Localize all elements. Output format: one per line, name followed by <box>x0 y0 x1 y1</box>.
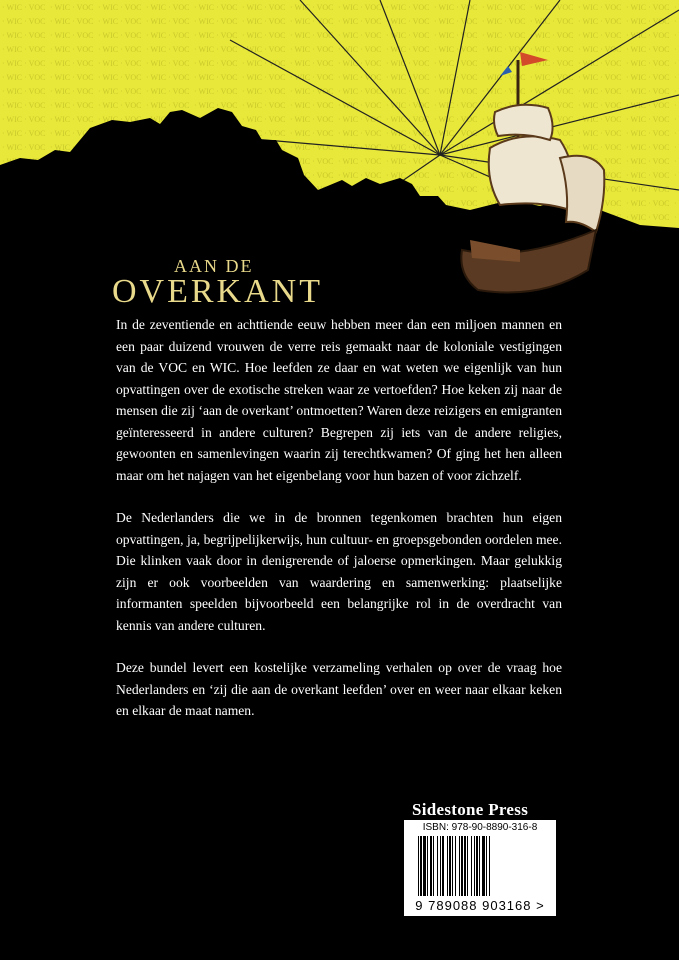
barcode-digits: 9 789088 903168 > <box>415 898 545 913</box>
publisher-name: Sidestone Press <box>412 800 529 819</box>
title-small: AAN DE <box>174 256 254 276</box>
blurb-paragraph: De Nederlanders die we in de bronnen tegenkomen brachten hun eigen opvattingen, ja, begrijpelijkerwijs, hun cultuur- en groepsgebonden oordelen mee. Die klinken vaak door in denigrerende of jaloerse opmerkingen. Maar gelukkig zijn er ook voorbeelden van waardering en samenwerking: plaatselijke informanten speelden bijvoorbeeld een belangrijke rol in de overdracht van kennis van andere culturen. <box>116 510 562 633</box>
barcode-icon <box>404 836 556 898</box>
cover-artwork <box>0 0 679 300</box>
blurb-paragraph: In de zeventiende en achttiende eeuw hebben meer dan een miljoen mannen en een paar duizend vrouwen de verre reis gemaakt naar de koloniale vestigingen van de VOC en WIC. Hoe leefden ze daar en wat weten we eigenlijk van hun opvattingen over de exotische streken waar ze vertoefden? Hoe keken zij naar de mensen die zij ‘aan de overkant’ ontmoetten? Waren deze reizigers en emigranten geïnteresseerd in andere culturen? Begrepen zij iets van de andere religies, gewoonten en samenlevingen waarin zij terechtkwamen? Of ging het hen alleen maar om het najagen van het eigenbelang voor hun bazen of voor zichzelf. <box>116 317 562 483</box>
book-title <box>112 256 323 309</box>
isbn-barcode <box>404 820 556 916</box>
back-cover-blurb <box>116 314 562 743</box>
title-big: OVERKANT <box>112 273 323 310</box>
isbn-label: ISBN: 978-90-8890-316-8 <box>422 822 538 833</box>
blurb-paragraph: Deze bundel levert een kostelijke verzameling verhalen op over de vraag hoe Nederlanders en ‘zij die aan de overkant leefden’ over en weer naar elkaar keken en elkaar de maat namen. <box>116 660 562 718</box>
